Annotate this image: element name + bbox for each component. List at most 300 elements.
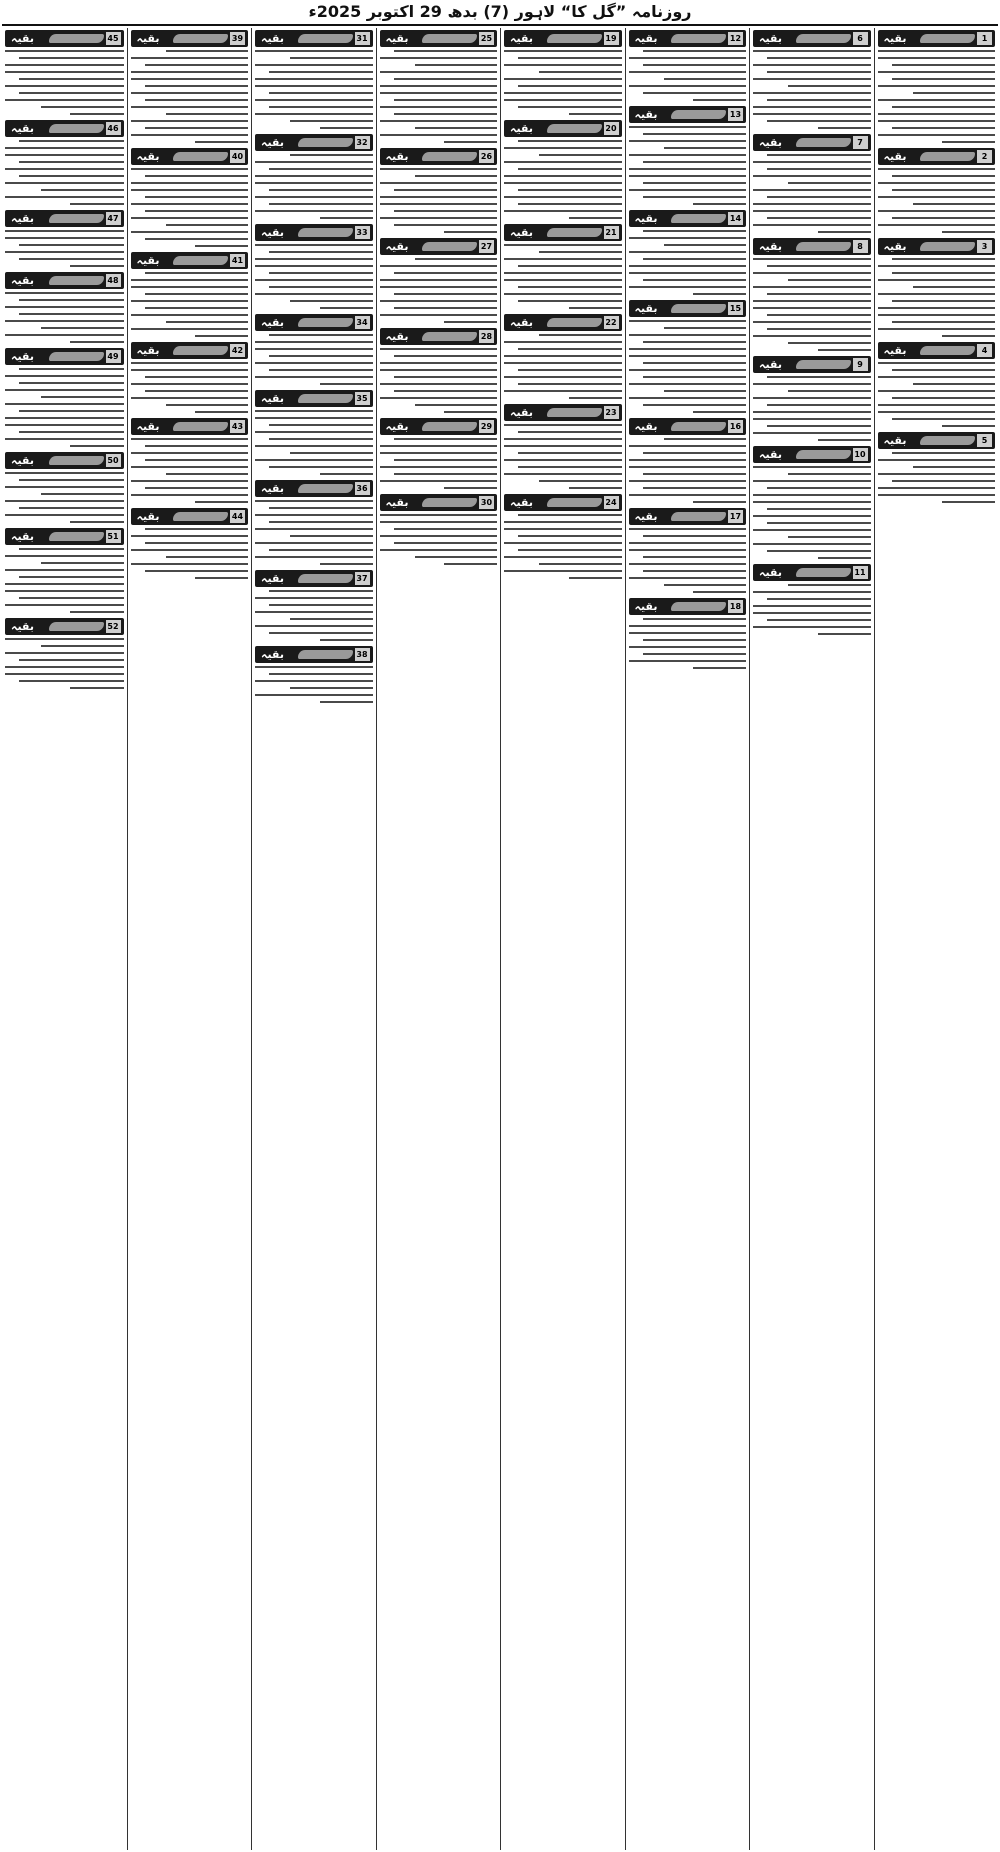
text-line bbox=[753, 591, 871, 593]
text-line bbox=[818, 231, 871, 233]
text-line bbox=[753, 383, 871, 385]
text-line bbox=[255, 113, 373, 115]
text-line bbox=[5, 168, 124, 170]
article-text-block bbox=[5, 291, 124, 343]
text-line bbox=[518, 452, 621, 454]
text-line bbox=[518, 140, 621, 142]
article-text-block bbox=[878, 257, 996, 337]
continuation-item bbox=[131, 30, 249, 143]
text-line bbox=[380, 182, 498, 184]
article-text-block bbox=[255, 49, 373, 129]
continuation-header bbox=[255, 646, 373, 663]
article-text-block bbox=[5, 547, 124, 613]
continuation-number: 27 bbox=[480, 242, 493, 251]
continuation-item bbox=[753, 238, 871, 351]
continuation-item bbox=[255, 480, 373, 565]
text-line bbox=[70, 203, 123, 205]
text-line bbox=[145, 542, 248, 544]
article-text-block bbox=[131, 527, 249, 579]
text-line bbox=[131, 106, 249, 108]
continuation-header bbox=[255, 134, 373, 151]
text-line bbox=[19, 548, 123, 550]
continuation-header bbox=[504, 314, 622, 331]
continuation-number: 10 bbox=[854, 450, 866, 459]
continuation-number: 3 bbox=[977, 240, 992, 253]
text-line bbox=[19, 368, 123, 370]
text-line bbox=[19, 140, 123, 142]
continuation-label: بقیہ bbox=[634, 510, 658, 523]
continuation-header bbox=[255, 570, 373, 587]
continuation-label: بقیہ bbox=[11, 454, 34, 467]
continuation-item bbox=[878, 238, 996, 337]
text-line bbox=[818, 633, 871, 635]
text-line bbox=[380, 521, 498, 523]
text-line bbox=[290, 687, 372, 689]
text-line bbox=[753, 529, 871, 531]
text-line bbox=[913, 466, 995, 468]
article-text-block bbox=[504, 333, 622, 399]
text-line bbox=[394, 355, 497, 357]
text-line bbox=[269, 521, 372, 523]
text-line bbox=[131, 217, 249, 219]
text-line bbox=[19, 431, 123, 433]
text-line bbox=[380, 535, 498, 537]
text-line bbox=[380, 452, 498, 454]
text-line bbox=[518, 203, 621, 205]
text-line bbox=[19, 410, 123, 412]
text-line bbox=[878, 411, 996, 413]
text-line bbox=[913, 92, 995, 94]
continuation-item bbox=[629, 106, 747, 205]
text-line bbox=[394, 459, 497, 461]
text-line bbox=[380, 203, 498, 205]
text-line bbox=[5, 334, 124, 336]
text-line bbox=[504, 99, 622, 101]
continuation-header bbox=[5, 272, 124, 289]
continuation-number: 8 bbox=[853, 240, 868, 253]
text-line bbox=[629, 140, 747, 142]
text-line bbox=[942, 501, 995, 503]
continuation-item bbox=[504, 224, 622, 309]
text-line bbox=[290, 452, 372, 454]
continuation-item bbox=[753, 446, 871, 559]
text-line bbox=[878, 99, 996, 101]
continuation-item bbox=[629, 210, 747, 295]
continuation-label: بقیہ bbox=[136, 510, 160, 523]
text-line bbox=[255, 625, 373, 627]
text-line bbox=[878, 362, 996, 364]
text-line bbox=[643, 639, 746, 641]
text-line bbox=[629, 272, 747, 274]
continuation-header bbox=[5, 618, 124, 635]
continuation-number: 17 bbox=[729, 512, 742, 521]
column-2 bbox=[749, 28, 874, 1850]
text-line bbox=[19, 299, 123, 301]
text-line bbox=[629, 265, 747, 267]
text-line bbox=[166, 404, 248, 406]
continuation-number: 35 bbox=[356, 394, 368, 403]
article-text-block bbox=[5, 471, 124, 523]
continuation-label: بقیہ bbox=[634, 420, 658, 433]
text-line bbox=[269, 106, 372, 108]
continuation-number: 24 bbox=[605, 498, 617, 507]
continuation-item bbox=[255, 390, 373, 475]
text-line bbox=[5, 306, 124, 308]
text-line bbox=[643, 618, 746, 620]
continuation-number: 48 bbox=[107, 276, 119, 285]
continuation-header bbox=[753, 30, 871, 47]
text-line bbox=[19, 382, 123, 384]
continuation-header bbox=[5, 528, 124, 545]
text-line bbox=[380, 480, 498, 482]
article-text-block bbox=[753, 257, 871, 351]
text-line bbox=[878, 85, 996, 87]
text-line bbox=[664, 584, 746, 586]
article-text-block bbox=[753, 49, 871, 129]
text-line bbox=[788, 342, 870, 344]
text-line bbox=[504, 196, 622, 198]
continuation-number: 46 bbox=[107, 124, 119, 133]
text-line bbox=[518, 189, 621, 191]
text-line bbox=[629, 154, 747, 156]
text-line bbox=[415, 404, 497, 406]
text-line bbox=[643, 230, 746, 232]
text-line bbox=[166, 556, 248, 558]
continuation-item bbox=[255, 570, 373, 641]
continuation-header bbox=[131, 30, 249, 47]
article-text-block bbox=[878, 451, 996, 503]
text-line bbox=[569, 217, 622, 219]
continuation-label: بقیہ bbox=[11, 32, 34, 45]
text-line bbox=[664, 78, 746, 80]
text-line bbox=[255, 680, 373, 682]
text-line bbox=[394, 438, 497, 440]
newspaper-page bbox=[2, 28, 998, 1850]
text-line bbox=[643, 452, 746, 454]
continuation-number: 23 bbox=[605, 408, 617, 417]
text-line bbox=[131, 168, 249, 170]
text-line bbox=[255, 500, 373, 502]
article-text-block bbox=[753, 153, 871, 233]
text-line bbox=[767, 99, 870, 101]
text-line bbox=[518, 85, 621, 87]
text-line bbox=[19, 57, 123, 59]
continuation-number: 34 bbox=[356, 318, 368, 327]
text-line bbox=[664, 390, 746, 392]
text-line bbox=[643, 556, 746, 558]
text-line bbox=[269, 549, 372, 551]
text-line bbox=[269, 369, 372, 371]
text-line bbox=[878, 120, 996, 122]
continuation-item bbox=[5, 618, 124, 689]
text-line bbox=[892, 321, 995, 323]
text-line bbox=[131, 383, 249, 385]
text-line bbox=[878, 134, 996, 136]
continuation-number: 13 bbox=[729, 110, 742, 119]
text-line bbox=[878, 473, 996, 475]
text-line bbox=[913, 286, 995, 288]
text-line bbox=[878, 113, 996, 115]
text-line bbox=[629, 168, 747, 170]
text-line bbox=[518, 168, 621, 170]
continuation-item bbox=[131, 252, 249, 337]
text-line bbox=[269, 590, 372, 592]
continuation-label: بقیہ bbox=[510, 496, 533, 509]
continuation-item bbox=[753, 30, 871, 129]
text-line bbox=[131, 134, 249, 136]
text-line bbox=[629, 660, 747, 662]
continuation-header bbox=[878, 148, 996, 165]
continuation-number: 52 bbox=[107, 622, 119, 631]
text-line bbox=[5, 438, 124, 440]
text-line bbox=[195, 577, 248, 579]
text-line bbox=[19, 161, 123, 163]
text-line bbox=[518, 57, 621, 59]
text-line bbox=[145, 293, 248, 295]
text-line bbox=[415, 556, 497, 558]
text-line bbox=[504, 556, 622, 558]
continuation-number: 36 bbox=[356, 484, 368, 493]
text-line bbox=[255, 279, 373, 281]
text-line bbox=[664, 244, 746, 246]
text-line bbox=[320, 307, 373, 309]
continuation-label: بقیہ bbox=[261, 482, 284, 495]
text-line bbox=[753, 515, 871, 517]
continuation-label: بقیہ bbox=[11, 122, 34, 135]
continuation-label: بقیہ bbox=[510, 226, 533, 239]
text-line bbox=[131, 57, 249, 59]
text-line bbox=[269, 71, 372, 73]
text-line bbox=[380, 120, 498, 122]
text-line bbox=[444, 141, 497, 143]
text-line bbox=[145, 445, 248, 447]
text-line bbox=[569, 307, 622, 309]
text-line bbox=[643, 50, 746, 52]
text-line bbox=[767, 425, 870, 427]
column-7 bbox=[127, 28, 252, 1850]
continuation-number: 47 bbox=[107, 214, 119, 223]
text-line bbox=[290, 300, 372, 302]
text-line bbox=[788, 85, 870, 87]
text-line bbox=[504, 175, 622, 177]
text-line bbox=[629, 528, 747, 530]
text-line bbox=[131, 189, 249, 191]
continuation-item bbox=[629, 418, 747, 503]
text-line bbox=[643, 279, 746, 281]
text-line bbox=[255, 376, 373, 378]
text-line bbox=[892, 452, 995, 454]
article-text-block bbox=[504, 513, 622, 579]
text-line bbox=[539, 251, 621, 253]
text-line bbox=[643, 653, 746, 655]
text-line bbox=[629, 577, 747, 579]
text-line bbox=[255, 445, 373, 447]
text-line bbox=[131, 92, 249, 94]
text-line bbox=[753, 106, 871, 108]
column-6 bbox=[251, 28, 376, 1850]
article-text-block bbox=[380, 437, 498, 489]
continuation-label: بقیہ bbox=[510, 32, 533, 45]
text-line bbox=[693, 501, 746, 503]
article-text-block bbox=[629, 437, 747, 503]
text-line bbox=[5, 673, 124, 675]
text-line bbox=[380, 549, 498, 551]
text-line bbox=[878, 328, 996, 330]
text-line bbox=[878, 307, 996, 309]
text-line bbox=[380, 466, 498, 468]
continuation-number: 40 bbox=[231, 152, 244, 161]
continuation-item bbox=[380, 418, 498, 489]
continuation-number: 20 bbox=[605, 124, 617, 133]
text-line bbox=[19, 313, 123, 315]
text-line bbox=[767, 154, 870, 156]
continuation-header bbox=[131, 508, 249, 525]
text-line bbox=[19, 507, 123, 509]
continuation-header bbox=[131, 418, 249, 435]
text-line bbox=[380, 57, 498, 59]
text-line bbox=[753, 494, 871, 496]
text-line bbox=[504, 459, 622, 461]
text-line bbox=[255, 694, 373, 696]
text-line bbox=[504, 210, 622, 212]
continuation-item bbox=[753, 564, 871, 635]
text-line bbox=[290, 120, 372, 122]
continuation-header bbox=[380, 238, 498, 255]
text-line bbox=[394, 390, 497, 392]
text-line bbox=[892, 272, 995, 274]
text-line bbox=[753, 466, 871, 468]
text-line bbox=[629, 175, 747, 177]
text-line bbox=[255, 293, 373, 295]
text-line bbox=[394, 113, 497, 115]
text-line bbox=[255, 161, 373, 163]
article-text-block bbox=[878, 361, 996, 427]
text-line bbox=[269, 92, 372, 94]
text-line bbox=[269, 286, 372, 288]
text-line bbox=[269, 507, 372, 509]
text-line bbox=[269, 168, 372, 170]
continuation-item bbox=[5, 120, 124, 205]
continuation-header bbox=[753, 564, 871, 581]
text-line bbox=[518, 466, 621, 468]
continuation-header bbox=[5, 120, 124, 137]
continuation-header bbox=[629, 106, 747, 123]
continuation-label: بقیہ bbox=[883, 32, 907, 45]
text-line bbox=[892, 106, 995, 108]
continuation-number: 49 bbox=[107, 352, 119, 361]
continuation-item bbox=[5, 210, 124, 267]
text-line bbox=[394, 376, 497, 378]
article-text-block bbox=[380, 49, 498, 143]
text-line bbox=[41, 493, 124, 495]
text-line bbox=[394, 224, 497, 226]
text-line bbox=[504, 182, 622, 184]
article-text-block bbox=[255, 499, 373, 565]
text-line bbox=[5, 251, 124, 253]
text-line bbox=[145, 376, 248, 378]
text-line bbox=[629, 383, 747, 385]
continuation-label: بقیہ bbox=[759, 566, 782, 579]
text-line bbox=[255, 78, 373, 80]
article-text-block bbox=[255, 333, 373, 385]
text-line bbox=[380, 300, 498, 302]
text-line bbox=[504, 570, 622, 572]
text-line bbox=[767, 120, 870, 122]
text-line bbox=[131, 300, 249, 302]
continuation-item bbox=[878, 148, 996, 233]
continuation-number: 41 bbox=[231, 256, 244, 265]
continuation-header bbox=[753, 238, 871, 255]
continuation-number: 44 bbox=[231, 512, 244, 521]
continuation-header bbox=[255, 224, 373, 241]
text-line bbox=[19, 244, 123, 246]
continuation-number: 14 bbox=[729, 214, 742, 223]
continuation-header bbox=[504, 30, 622, 47]
text-line bbox=[892, 64, 995, 66]
text-line bbox=[643, 473, 746, 475]
text-line bbox=[5, 590, 124, 592]
continuation-number: 12 bbox=[729, 34, 742, 43]
text-line bbox=[5, 569, 124, 571]
continuation-item bbox=[255, 224, 373, 309]
text-line bbox=[166, 321, 248, 323]
continuation-header bbox=[255, 314, 373, 331]
text-line bbox=[629, 632, 747, 634]
text-line bbox=[629, 237, 747, 239]
continuation-label: بقیہ bbox=[11, 212, 34, 225]
continuation-label: بقیہ bbox=[136, 150, 160, 163]
continuation-number: 32 bbox=[356, 138, 368, 147]
article-text-block bbox=[380, 347, 498, 413]
continuation-label: بقیہ bbox=[11, 274, 34, 287]
text-line bbox=[145, 528, 248, 530]
text-line bbox=[753, 418, 871, 420]
text-line bbox=[753, 272, 871, 274]
continuation-label: بقیہ bbox=[136, 420, 160, 433]
continuation-item bbox=[878, 432, 996, 503]
text-line bbox=[19, 78, 123, 80]
article-text-block bbox=[753, 375, 871, 441]
article-text-block bbox=[5, 637, 124, 689]
text-line bbox=[518, 369, 621, 371]
text-line bbox=[767, 619, 870, 621]
continuation-label: بقیہ bbox=[261, 392, 284, 405]
article-text-block bbox=[131, 437, 249, 503]
text-line bbox=[629, 85, 747, 87]
continuation-header bbox=[504, 494, 622, 511]
continuation-header bbox=[878, 342, 996, 359]
text-line bbox=[70, 611, 123, 613]
continuation-number: 50 bbox=[107, 456, 119, 465]
continuation-item bbox=[5, 272, 124, 343]
article-text-block bbox=[629, 319, 747, 413]
article-text-block bbox=[255, 589, 373, 641]
continuation-item bbox=[5, 30, 124, 115]
text-line bbox=[818, 439, 871, 441]
text-line bbox=[629, 466, 747, 468]
text-line bbox=[269, 604, 372, 606]
text-line bbox=[131, 78, 249, 80]
continuation-number: 39 bbox=[231, 34, 244, 43]
text-line bbox=[166, 473, 248, 475]
continuation-label: بقیہ bbox=[510, 406, 533, 419]
text-line bbox=[394, 473, 497, 475]
text-line bbox=[5, 604, 124, 606]
text-line bbox=[767, 57, 870, 59]
text-line bbox=[767, 293, 870, 295]
text-line bbox=[255, 666, 373, 668]
text-line bbox=[753, 258, 871, 260]
